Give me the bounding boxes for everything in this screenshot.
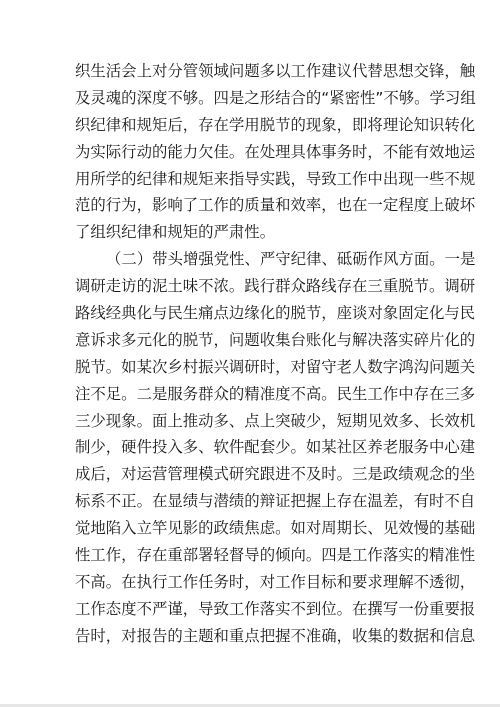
text-line: 性工作，存在重部署轻督导的倾向。四是工作落实的精准性 — [75, 546, 476, 565]
text-line: 标系不正。在显绩与潜绩的辩证把握上存在温差，有时不自 — [75, 492, 476, 511]
document-body — [75, 58, 476, 650]
text-line: 工作态度不严谨，导致工作落实不到位。在撰写一份重要报 — [75, 599, 476, 618]
text-line: 制少，硬件投入多、软件配套少。如某社区养老服务中心建 — [75, 438, 476, 457]
text-line: 用所学的纪律和规矩来指导实践，导致工作中出现一些不规 — [75, 169, 476, 188]
text-line: 觉地陷入立竿见影的政绩焦虑。如对周期长、见效慢的基础 — [75, 519, 476, 538]
text-line: 脱节。如某次乡村振兴调研时，对留守老人数字鸿沟问题关 — [75, 357, 476, 376]
section-heading-line: （二）带头增强党性、严守纪律、砥砺作风方面。一是 — [106, 250, 476, 269]
text-line: 调研走访的泥土味不浓。践行群众路线存在三重脱节。调研 — [75, 277, 476, 296]
text-line: 告时，对报告的主题和重点把握不准确，收集的数据和信息 — [75, 626, 476, 645]
paragraph-end-line: 了组织纪律和规矩的严肃性。 — [75, 223, 276, 242]
text-line: 路线经典化与民生痛点边缘化的脱节，座谈对象固定化与民 — [75, 304, 476, 323]
text-line: 织生活会上对分管领域问题多以工作建议代替思想交锋，触 — [75, 62, 476, 80]
text-line: 及灵魂的深度不够。四是之形结合的“紧密性”不够。学习组 — [75, 88, 476, 107]
text-line: 范的行为，影响了工作的质量和效率，也在一定程度上破坏 — [75, 196, 476, 215]
text-line: 不高。在执行工作任务时，对工作目标和要求理解不透彻， — [75, 572, 476, 591]
text-line: 为实际行动的能力欠佳。在处理具体事务时，不能有效地运 — [75, 142, 476, 161]
text-line: 成后，对运营管理模式研究跟进不及时。三是政绩观念的坐 — [75, 465, 476, 484]
text-line: 注不足。二是服务群众的精准度不高。民生工作中存在三多 — [75, 384, 476, 403]
text-line: 织纪律和规矩后，存在学用脱节的现象，即将理论知识转化 — [75, 115, 476, 134]
text-line: 意诉求多元化的脱节，问题收集台账化与解决落实碎片化的 — [75, 330, 476, 349]
text-line: 三少现象。面上推动多、点上突破少，短期见效多、长效机 — [75, 411, 476, 430]
